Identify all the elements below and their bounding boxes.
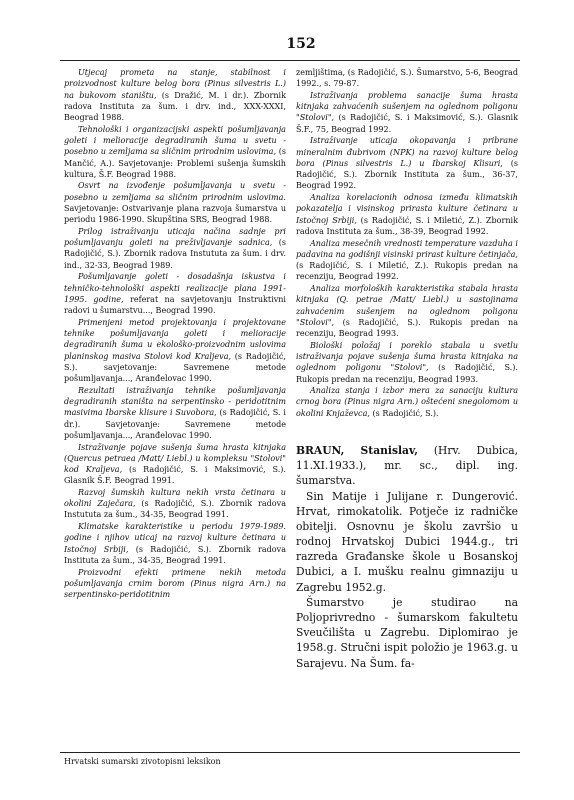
biography-name: BRAUN, Stanislav,	[296, 443, 419, 457]
entry-title: Klimatske karakteristike u periodu 1979-1989. godine i njihov uticaj na razvoj kulture četinara u Istočnoj Srbiji,	[64, 522, 286, 554]
bibliography-entry	[64, 487, 286, 521]
entry-details: (s Dražić, M. i dr.). Zbornik radova Instituta za šum. i drv. ind., XXX-XXXI, Beograd 1988.	[64, 90, 286, 123]
footer-text: Hrvatski sumarski zivotopisni leksikon	[64, 757, 221, 766]
footer-rule	[60, 752, 520, 753]
entry-title: Rezultati istraživanja tehnike pošumljavanja degradiranih staništa na serpentinsko - peridotitnim masivima Ibarske klisure i Suvobora,	[64, 385, 286, 418]
entry-details: (s Radojičić, S.). Zbornik radova Instututa za šum. i drv. ind., 32-33, Beograd 1989.	[64, 238, 287, 270]
bibliography-entry	[64, 442, 286, 487]
entry-details: (s Radojičić, S. i Maksimović, S.). Glasnik Š.F. Beograd 1991.	[64, 465, 286, 486]
entry-title: Primenjeni metod projektovanja i projektovane tehnike pošumljavanja goleti i melioracije degradiranih šuma u ekološko-proizvodnim uslovima planinskog masiva Stolovi kod Kraljeva,	[64, 317, 286, 361]
entry-title: Analiza stanja i izbor mera za sanaciju kultura crnog bora (Pinus nigra Arn.) oštećeni snegolomom u okolini Knjaževca,	[296, 386, 518, 418]
header-rule	[60, 60, 520, 61]
bibliography-entry	[64, 226, 286, 271]
left-column	[64, 67, 286, 601]
entry-details: Savjetovanje: Ostvarivanje plana razvoja šumarstva u periodu 1986-1990. Skupština SRS, Beograd 1988.	[64, 203, 286, 225]
entry-title: Razvoj šumskih kultura nekih vrsta četinara u okolini Zaječara,	[64, 487, 286, 509]
bibliography-entry	[64, 567, 286, 601]
entry-title: Istraživanja problema sanacije šuma hrasta kitnjaka zahvaćenih sušenjem na oglednom poligonu "Stolovi",	[296, 90, 518, 123]
biography-header	[296, 443, 518, 489]
right-column	[296, 67, 518, 671]
biography-paragraph: Sin Matije i Julijane r. Dungerović. Hrvat, rimokatolik. Potječe iz radničke obitelji. Osnovnu je školu završio u rodnoj Hrvatskoj Dubici 1944.g., tri razreda Građanske škole u Bosanskoj Dubici, a I. mušku realnu gimnaziju u Zagrebu 1952.g.	[296, 489, 518, 594]
entry-details: (s Radojičić, S.). Zbornik radova Instututa za šum., 34-35, Beograd 1991.	[64, 499, 286, 520]
bibliography-entry	[64, 271, 286, 316]
entry-details: (s Radojičić, S.). Rukopis predan na recenziju, Beograd 1993.	[296, 317, 518, 339]
entry-title: Osvrt na izvođenje pošumljavanja u svetu - posebno u zemljama sa sličnim prirodnim uslovima.	[64, 181, 286, 202]
right-entries-list	[296, 67, 518, 419]
entry-details: (s Radojičić, S. i Miletić, Z.). Zbornik radova Instituta za šum., 38-39, Beograd 1992.	[296, 215, 518, 236]
biography-entry	[296, 443, 518, 671]
entry-title: Tehnološki i organizacijski aspekti pošumljavanja goleti i melioracije degradiranih šuma u svetu - posebno u zemljama sa sličnim prirodnim uslovima,	[64, 124, 286, 157]
bibliography-entry	[296, 340, 518, 385]
entry-details: (s Radojičić, S. i Maksimović, S.). Glasnik Š.F., 75, Beograd 1992.	[296, 113, 518, 134]
bibliography-entry	[64, 521, 286, 566]
bibliography-entry	[64, 385, 286, 441]
entry-details: zemljištima, (s Radojičić, S.). Šumarstvo, 5-6, Beograd 1992., s. 79-87.	[296, 68, 518, 89]
bibliography-entry	[296, 385, 518, 419]
entry-title: Analiza mesečnih vrednosti temperature vazduha i padavina na godišnji visinski prirast kulture četinjača,	[296, 238, 518, 259]
bibliography-entry	[296, 135, 518, 191]
bibliography-entry	[296, 283, 518, 339]
bibliography-entry	[296, 90, 518, 135]
bibliography-entry	[296, 238, 518, 283]
bibliography-entry	[64, 124, 286, 180]
entry-title: Pošumljavanje goleti - dosadašnja iskustva i tehničko-tehnološki aspekti realizacije plana 1991-1995. godine,	[64, 272, 286, 304]
entry-details: (s Radojičić, S.).	[369, 408, 439, 418]
entry-details: (s Radojičić, S.). Zbornik Instituta za šum., 36-37, Beograd 1992.	[296, 158, 518, 191]
entry-title: Biološki položaj i poreklo stabala u svetlu istraživanja pojave sušenja šuma hrasta kitnjaka na oglednom poligonu "Stolovi",	[296, 340, 518, 373]
bibliography-entry	[64, 67, 286, 123]
entry-details: (s Radojičić, S.). Zbornik radova Instituta za šum., 34-35, Beograd 1991.	[64, 544, 286, 565]
entry-title: Istraživanje pojave sušenja šuma hrasta kitnjaka (Quercus petraea /Matt/ Liebl.) u kompleksu "Stolovi" kod Kraljeva,	[64, 442, 286, 475]
biography-paragraph: Šumarstvo je studirao na Poljoprivredno - šumarskom fakultetu Sveučilišta u Zagrebu. Diplomirao je 1958.g. Stručni ispit položio je 1963.g. u Sarajevu. Na Šum. fa-	[296, 595, 518, 670]
entry-title: Analiza korelacionih odnosa između klimatskih pokazatelja i visinskog prirasta kulture četinara u Istočnoj Srbiji,	[296, 193, 518, 225]
entry-title: Istraživanje uticaja okopavanja i pribrane mineralnim đubrivom (NPK) na razvoj kulture belog bora (Pinus silvestris L.) u Ibarskoj Klisuri,	[296, 136, 518, 168]
bibliography-entry	[296, 67, 518, 90]
entry-details: (s Radojičić, S.). savjetovanje: Savremene metode pošumljavanja..., Aranđelovac 1990.	[64, 351, 286, 384]
biography-header-details: (Hrv. Dubica, 11.XI.1933.), mr. sc., dipl. ing. šumarstva.	[296, 443, 518, 488]
entry-title: Analiza morfoloških karakteristika stabala hrasta kitnjaka (Q. petrae /Matt/ Liebl.) u sastojinama zahvaćenim sušenjem na oglednom poligonu "Stolovi",	[296, 284, 518, 327]
entry-details: (s Radojičić, S.). Rukopis predan na recenziju, Beograd 1993.	[296, 363, 518, 384]
entry-details: (s Radojičić, S. i dr.). Savjetovanje: Savremene metode pošumljavanja..., Aranđelovac 1990.	[64, 408, 286, 440]
entry-title: Utjecaj prometa na stanje, stabilnost i proizvodnost kulture belog bora (Pinus silvestris L.) na bukovom staništu,	[64, 68, 286, 100]
entry-details: (s Mančić, A.). Savjetovanje: Problemi sušenja šumskih kultura, Š.F. Beograd 1988.	[64, 147, 286, 179]
page-number: 152	[286, 36, 316, 52]
entry-details: (s Radojičić, S. i Miletić, Z.). Rukopis predan na recenziju, Beograd 1992.	[296, 261, 518, 282]
bibliography-entry	[296, 192, 518, 237]
entry-title: Proizvodni efekti primene nekih metoda pošumljavanja crnim borom (Pinus nigra Arn.) na serpentinsko-peridotitnim	[64, 567, 286, 600]
bibliography-entry	[64, 180, 286, 225]
entry-title: Prilog istraživanju uticaja načina sadnje pri pošumljavanju goleti na preživljavanje sadnica,	[64, 226, 286, 248]
bibliography-entry	[64, 317, 286, 385]
entry-details: referat na savjetovanju Instruktivni radovi u šumarstvu..., Beograd 1990.	[64, 294, 286, 316]
